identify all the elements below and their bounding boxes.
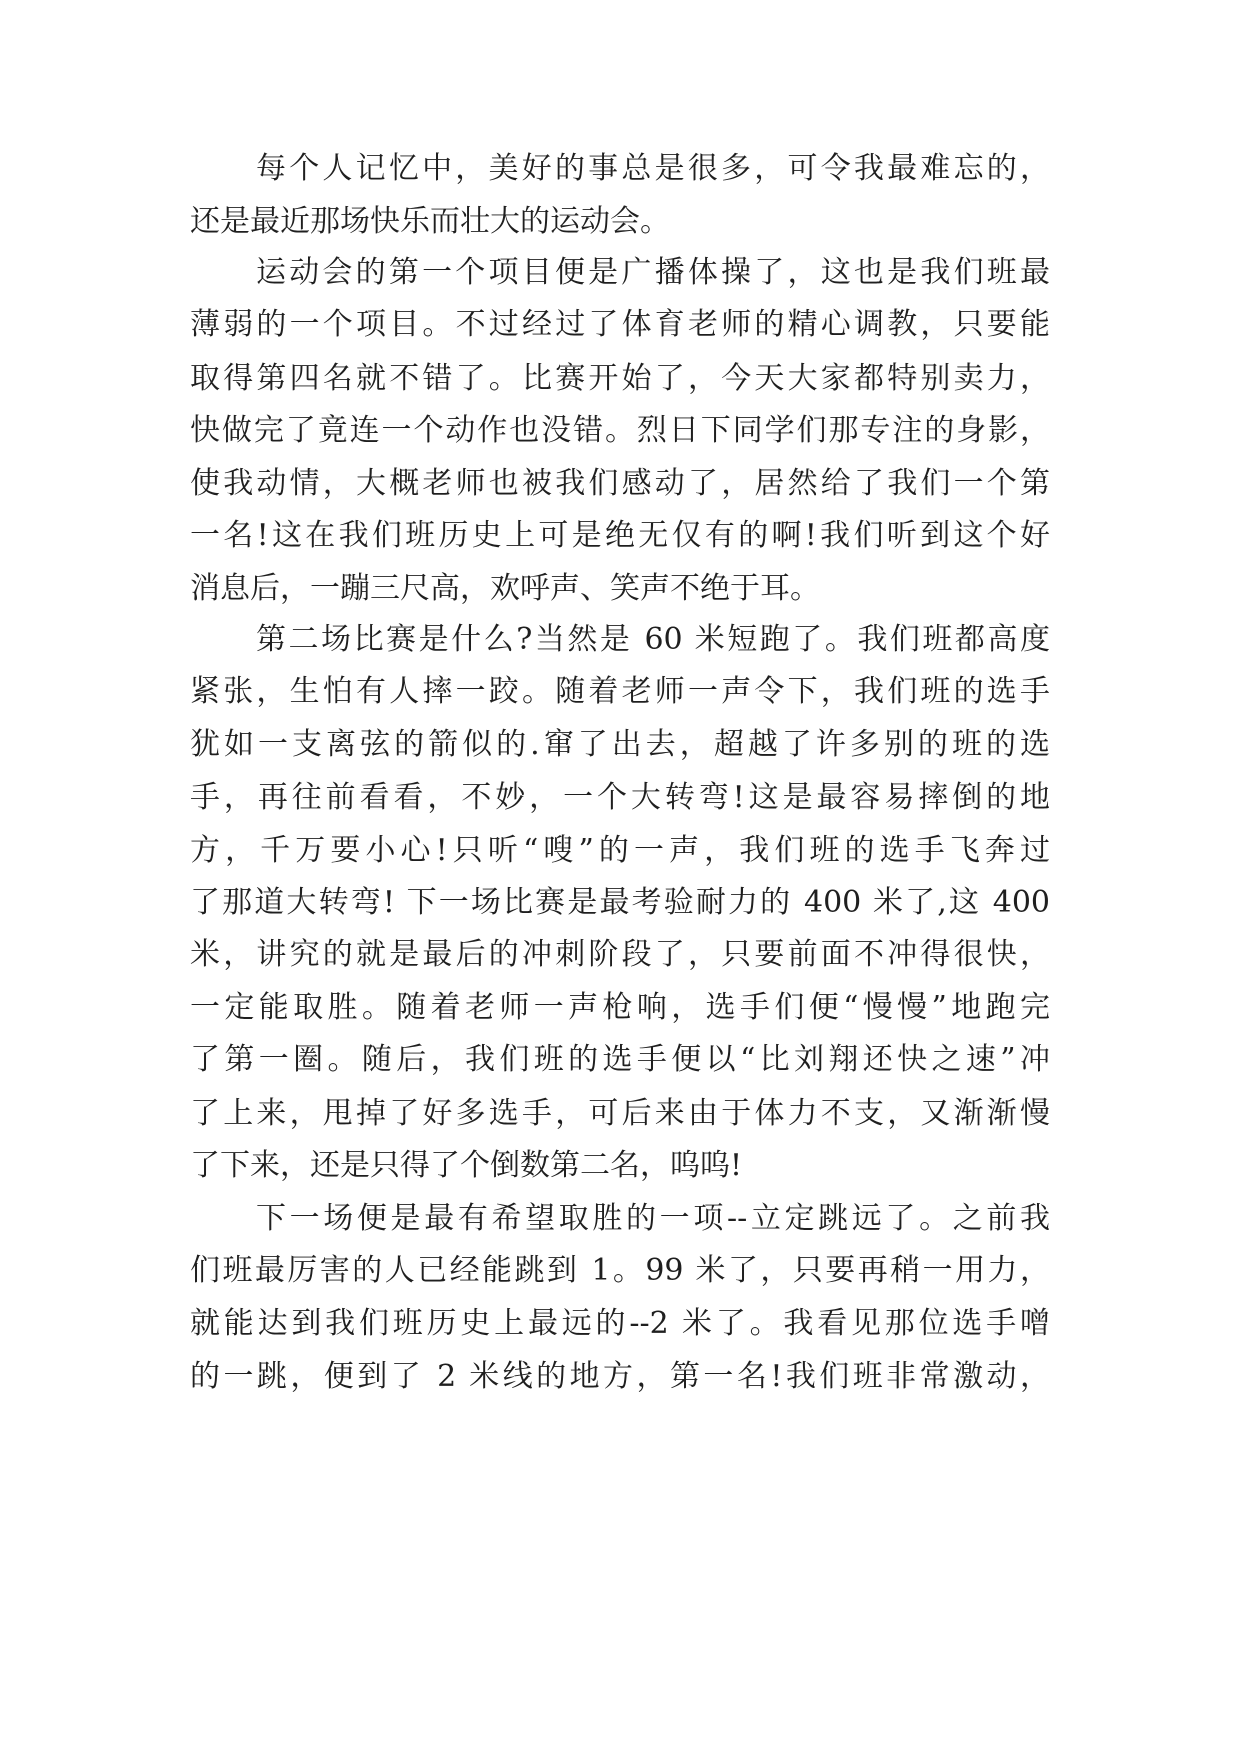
text-line: 快做完了竟连一个动作也没错。烈日下同学们那专注的身影， (190, 413, 1050, 448)
text-line: 每个人记忆中，美好的事总是很多，可令我最难忘的， (256, 151, 1050, 186)
text-line: 一名!这在我们班历史上可是绝无仅有的啊!我们听到这个好 (190, 518, 1050, 553)
text-line: 第二场比赛是什么?当然是 60 米短跑了。我们班都高度 (256, 622, 1050, 657)
text-line: 了那道大转弯! 下一场比赛是最考验耐力的 400 米了,这 400 (190, 885, 1050, 920)
text-line: 一定能取胜。随着老师一声枪响，选手们便“慢慢”地跑完 (190, 990, 1050, 1025)
text-line: 犹如一支离弦的箭似的.窜了出去，超越了许多别的班的选 (190, 727, 1050, 762)
text-line: 米，讲究的就是最后的冲刺阶段了，只要前面不冲得很快， (190, 937, 1050, 972)
text-line: 们班最厉害的人已经能跳到 1。99 米了，只要再稍一用力， (190, 1253, 1050, 1288)
text-line: 手，再往前看看，不妙，一个大转弯!这是最容易摔倒的地 (190, 780, 1050, 815)
text-line: 还是最近那场快乐而壮大的运动会。 (190, 204, 670, 239)
text-line: 了下来，还是只得了个倒数第二名，呜呜! (190, 1148, 743, 1183)
text-line: 就能达到我们班历史上最远的--2 米了。我看见那位选手噌 (190, 1306, 1050, 1341)
text-line: 取得第四名就不错了。比赛开始了，今天大家都特别卖力， (190, 361, 1050, 396)
text-line: 紧张，生怕有人摔一跤。随着老师一声令下，我们班的选手 (190, 674, 1050, 709)
text-line: 的一跳，便到了 2 米线的地方，第一名!我们班非常激动， (190, 1359, 1050, 1394)
text-line: 运动会的第一个项目便是广播体操了，这也是我们班最 (256, 255, 1050, 290)
text-line: 消息后，一蹦三尺高，欢呼声、笑声不绝于耳。 (190, 571, 820, 606)
text-line: 使我动情，大概老师也被我们感动了，居然给了我们一个第 (190, 466, 1050, 501)
text-line: 了第一圈。随后，我们班的选手便以“比刘翔还快之速”冲 (190, 1042, 1050, 1077)
text-line: 了上来，甩掉了好多选手，可后来由于体力不支，又渐渐慢 (190, 1096, 1050, 1131)
text-line: 薄弱的一个项目。不过经过了体育老师的精心调教，只要能 (190, 307, 1050, 342)
text-line: 下一场便是最有希望取胜的一项--立定跳远了。之前我 (256, 1201, 1050, 1236)
text-line: 方，千万要小心!只听“嗖”的一声，我们班的选手飞奔过 (190, 833, 1050, 868)
